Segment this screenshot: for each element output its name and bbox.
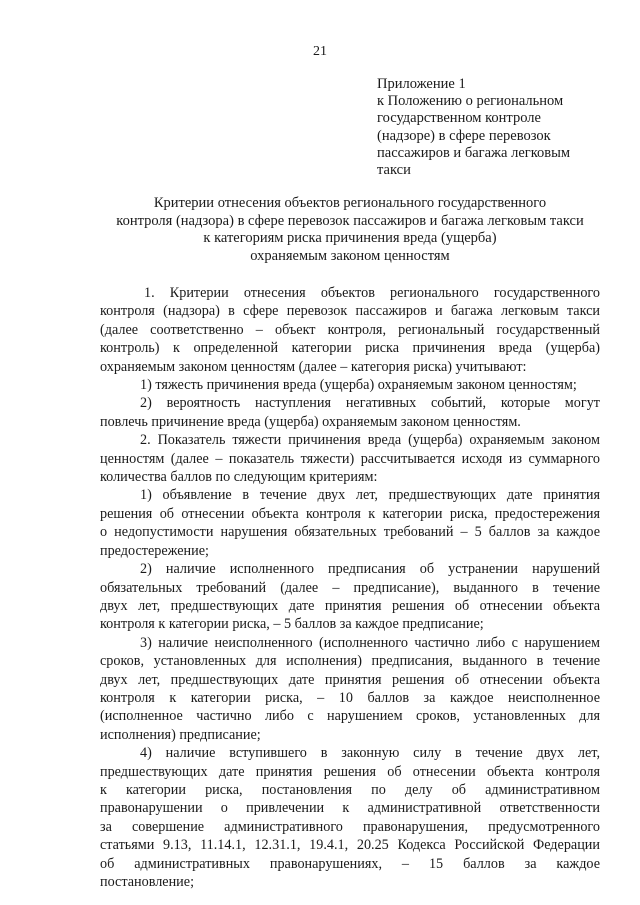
list-item-line: двух лет, предшествующих дате принятия решения об отнесении объекта xyxy=(100,597,600,614)
title-line: Критерии отнесения объектов регионального государственного xyxy=(153,195,547,211)
appendix-line: государственном контроле xyxy=(377,110,541,127)
list-item-line: контроля к категории риска, – 5 баллов за каждое предписание; xyxy=(100,616,484,633)
list-item-line: 1) объявление в течение двух лет, предшествующих дате принятия xyxy=(140,487,600,504)
list-item-line: о недопустимости нарушения обязательных требований – 5 баллов за каждое xyxy=(100,524,600,541)
appendix-line: такси xyxy=(377,162,411,179)
list-item-line: предостережение; xyxy=(100,542,209,559)
appendix-line: пассажиров и багажа легковым xyxy=(377,144,571,161)
paragraph-2-line: 2. Показатель тяжести причинения вреда (ущерба) охраняемым законом xyxy=(140,432,600,449)
list-item-line: контроля к категории риска, – 10 баллов за каждое неисполненное xyxy=(100,689,600,706)
list-item-line: сроков, установленных для исполнения) предписания, выданного в течение xyxy=(100,653,600,670)
appendix-line: Приложение 1 xyxy=(377,76,466,92)
list-item-line: предшествующих дате принятия решения об отнесении объекта контроля xyxy=(100,763,600,780)
list-item-line: 3) наличие неисполненного (исполненного частично либо с нарушением xyxy=(140,634,600,651)
list-item-line: за совершение административного правонарушения, предусмотренного xyxy=(100,818,600,835)
list-item-line: к категории риска, постановления по делу об административном xyxy=(100,781,600,798)
appendix-line: к Положению о региональном xyxy=(377,93,564,110)
list-item-line: повлечь причинение вреда (ущерба) охраняемым законом ценностям. xyxy=(100,413,521,430)
appendix-header xyxy=(377,76,617,179)
title-line: к категориям риска причинения вреда (ущерба) xyxy=(203,230,497,247)
appendix-line: (надзоре) в сфере перевозок xyxy=(377,127,551,144)
paragraph-1-line: (далее соответственно – объект контроля, региональный государственный xyxy=(100,321,600,338)
list-item-line: об административных правонарушениях, – 15 баллов за каждое xyxy=(100,855,600,872)
title-line: контроля (надзора) в сфере перевозок пассажиров и багажа легковым такси xyxy=(116,212,584,229)
list-item-line: 1) тяжесть причинения вреда (ущерба) охраняемым законом ценностям; xyxy=(140,377,577,394)
paragraph-2-line: ценностям (далее – показатель тяжести) рассчитывается исходя из суммарного xyxy=(100,450,600,467)
document-body xyxy=(100,284,600,891)
document-title xyxy=(100,195,600,265)
list-item-line: статьями 9.13, 11.14.1, 12.31.1, 19.4.1, 20.25 Кодекса Российской Федерации xyxy=(100,837,600,854)
list-item-line: правонарушении о привлечении к административной ответственности xyxy=(100,800,600,817)
paragraph-1-line: контроль) к определенной категории риска причинения вреда (ущерба) xyxy=(100,340,600,357)
paragraph-1-line: 1. Критерии отнесения объектов регионального государственного xyxy=(144,285,600,301)
list-item-line: постановление; xyxy=(100,874,195,890)
list-item-line: решения об отнесении объекта контроля к категории риска, предостережения xyxy=(100,505,600,522)
list-item-line: (исполненное частично либо с нарушением сроков, установленных для xyxy=(100,708,600,725)
list-item-line: 2) вероятность наступления негативных событий, которые могут xyxy=(140,395,600,412)
paragraph-1-line: контроля (надзора) в сфере перевозок пассажиров и багажа легковым такси xyxy=(100,303,600,320)
title-line: охраняемым законом ценностям xyxy=(250,247,450,264)
list-item-line: 2) наличие исполненного предписания об устранении нарушений xyxy=(140,561,600,578)
paragraph-2-line: количества баллов по следующим критериям: xyxy=(100,469,378,486)
paragraph-1-line: охраняемым законом ценностям (далее – категория риска) учитывают: xyxy=(100,358,527,375)
list-item-line: двух лет, предшествующих дате принятия решения об отнесении объекта xyxy=(100,671,600,688)
list-item-line: 4) наличие вступившего в законную силу в течение двух лет, xyxy=(140,745,600,762)
list-item-line: обязательных требований (далее – предписание), выданного в течение xyxy=(100,579,600,596)
page-number: 21 xyxy=(313,44,327,59)
list-item-line: исполнения) предписание; xyxy=(100,726,261,743)
